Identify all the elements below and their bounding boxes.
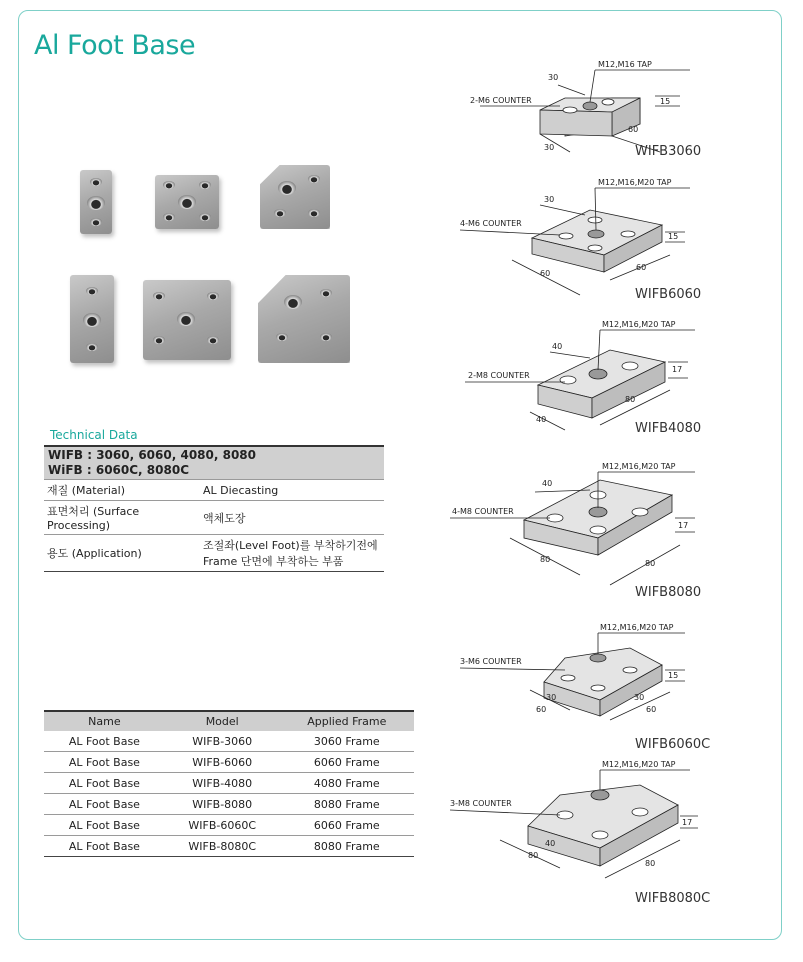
product-photos (60, 150, 370, 380)
technical-header-line1: WIFB : 3060, 6060, 4080, 8080 (48, 448, 257, 462)
dim-label: 40 (545, 839, 556, 848)
drawing-title: WIFB4080 (635, 421, 702, 436)
dim-label: 30 (546, 693, 557, 702)
dim-label: 80 (625, 395, 636, 404)
counter-label: 4-M6 COUNTER (460, 219, 522, 228)
page-title: Al Foot Base (34, 30, 196, 61)
cell-name: AL Foot Base (44, 773, 165, 794)
model-table-header (44, 711, 414, 731)
cell-name: AL Foot Base (44, 731, 165, 752)
technical-header (44, 446, 384, 480)
application-line1: 조절좌(Level Foot)를 부착하기전에 (203, 539, 378, 552)
drawing-wifb3060 (470, 60, 701, 159)
dim-label: 60 (636, 263, 647, 272)
cell-frame: 6060 Frame (280, 815, 414, 836)
dim-label: 60 (628, 125, 639, 134)
application-line2: Frame 단면에 부착하는 부품 (203, 555, 344, 568)
cell-model: WIFB-8080C (165, 836, 280, 857)
technical-row-value (200, 535, 384, 572)
table-row (44, 836, 414, 857)
part-photo-3060 (80, 170, 112, 234)
cell-model: WIFB-6060C (165, 815, 280, 836)
part-photo-6060c (260, 165, 330, 229)
technical-row-label: 재질 (Material) (44, 480, 200, 501)
dim-label: 30 (544, 195, 555, 204)
table-row (44, 731, 414, 752)
dim-label: 30 (634, 693, 645, 702)
tap-label: M12,M16 TAP (598, 60, 652, 69)
cell-frame: 6060 Frame (280, 752, 414, 773)
cell-name: AL Foot Base (44, 815, 165, 836)
table-row (44, 773, 414, 794)
dim-label: 60 (646, 705, 657, 714)
cell-frame: 3060 Frame (280, 731, 414, 752)
tap-label: M12,M16,M20 TAP (602, 320, 676, 329)
drawing-wifb8080 (450, 462, 701, 600)
drawing-title: WIFB3060 (635, 144, 702, 159)
dim-label: 30 (548, 73, 559, 82)
dim-label: 17 (682, 818, 693, 827)
dim-label: 60 (536, 705, 547, 714)
technical-row-value: AL Diecasting (200, 480, 384, 501)
column-applied-frame: Applied Frame (280, 711, 414, 731)
technical-data-table (44, 445, 384, 572)
cell-name: AL Foot Base (44, 752, 165, 773)
part-photo-4080 (70, 275, 114, 363)
technical-row (44, 535, 384, 572)
counter-label: 3-M6 COUNTER (460, 657, 522, 666)
cell-frame: 8080 Frame (280, 836, 414, 857)
drawing-wifb6060c (460, 623, 710, 752)
drawing-title: WIFB6060C (635, 737, 711, 752)
dim-label: 40 (552, 342, 563, 351)
part-photo-8080c (258, 275, 350, 363)
drawing-wifb6060 (460, 178, 701, 302)
drawing-wifb8080c (450, 760, 710, 906)
drawing-title: WIFB8080 (635, 585, 702, 600)
cell-name: AL Foot Base (44, 794, 165, 815)
cell-frame: 4080 Frame (280, 773, 414, 794)
dim-label: 17 (672, 365, 683, 374)
technical-row (44, 501, 384, 535)
technical-data-heading: Technical Data (50, 428, 138, 442)
tap-label: M12,M16,M20 TAP (598, 178, 672, 187)
column-model: Model (165, 711, 280, 731)
cell-frame: 8080 Frame (280, 794, 414, 815)
dim-label: 15 (660, 97, 671, 106)
column-name: Name (44, 711, 165, 731)
table-row (44, 794, 414, 815)
tap-label: M12,M16,M20 TAP (602, 760, 676, 769)
dim-label: 60 (540, 269, 551, 278)
drawing-title: WIFB6060 (635, 287, 702, 302)
dim-label: 80 (540, 555, 551, 564)
technical-header-line2: WiFB : 6060C, 8080C (48, 463, 189, 477)
counter-label: 2-M8 COUNTER (468, 371, 530, 380)
dim-label: 15 (668, 671, 679, 680)
cell-model: WIFB-6060 (165, 752, 280, 773)
table-row (44, 752, 414, 773)
part-photo-8080 (143, 280, 231, 360)
technical-row-value: 액체도장 (200, 501, 384, 535)
drawing-title: WIFB8080C (635, 891, 711, 906)
part-photo-6060 (155, 175, 219, 229)
counter-label: 4-M8 COUNTER (452, 507, 514, 516)
cell-name: AL Foot Base (44, 836, 165, 857)
drawing-wifb4080 (465, 320, 701, 436)
dim-label: 30 (544, 143, 555, 152)
table-row (44, 815, 414, 836)
dim-label: 40 (542, 479, 553, 488)
dim-label: 40 (536, 415, 547, 424)
cell-model: WIFB-3060 (165, 731, 280, 752)
technical-row-label: 용도 (Application) (44, 535, 200, 572)
dim-label: 15 (668, 232, 679, 241)
model-table (44, 710, 414, 857)
dim-label: 80 (645, 559, 656, 568)
counter-label: 2-M6 COUNTER (470, 96, 532, 105)
cell-model: WIFB-8080 (165, 794, 280, 815)
tap-label: M12,M16,M20 TAP (600, 623, 674, 632)
technical-row-label: 표면처리 (Surface Processing) (44, 501, 200, 535)
tap-label: M12,M16,M20 TAP (602, 462, 676, 471)
technical-drawings (440, 40, 770, 920)
dim-label: 17 (678, 521, 689, 530)
cell-model: WIFB-4080 (165, 773, 280, 794)
technical-row (44, 480, 384, 501)
counter-label: 3-M8 COUNTER (450, 799, 512, 808)
dim-label: 80 (645, 859, 656, 868)
dim-label: 80 (528, 851, 539, 860)
